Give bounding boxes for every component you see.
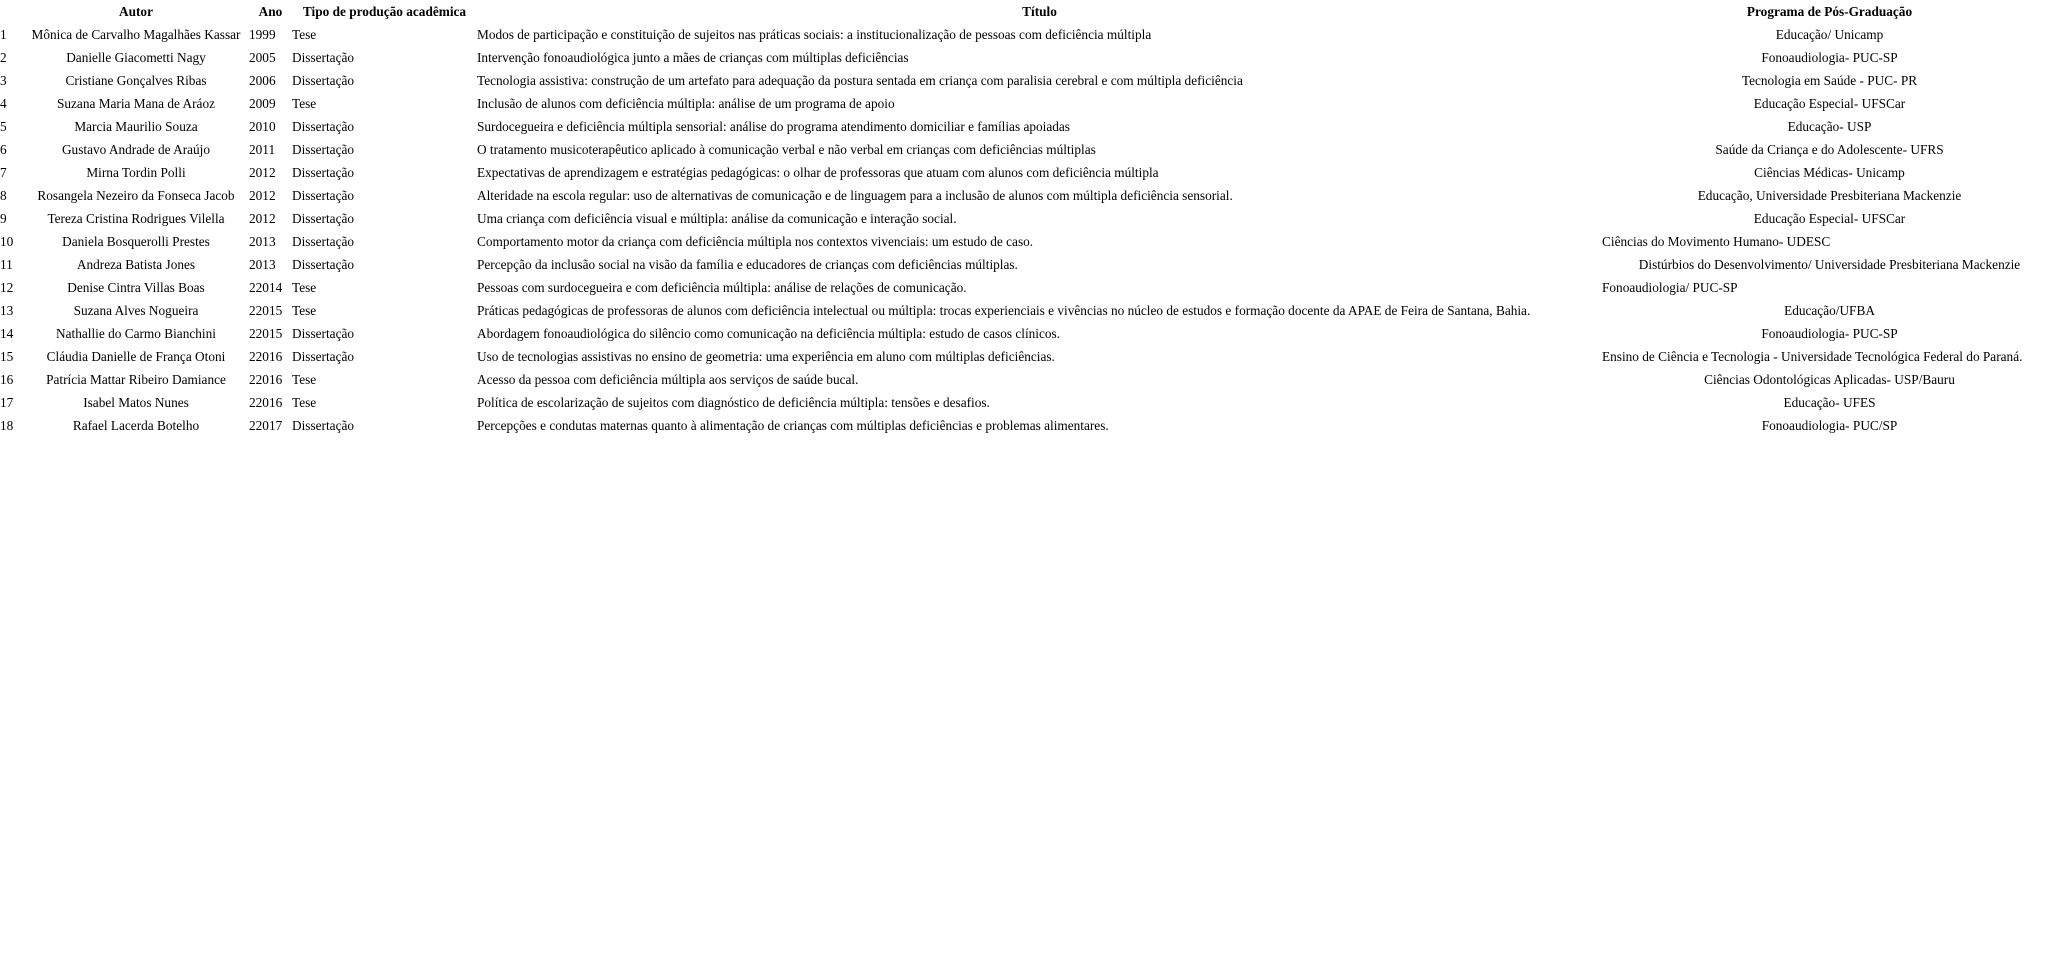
row-title: Abordagem fonoaudiológica do silêncio como comunicação na deficiência múltipla: estudo de casos clínicos. (477, 326, 1061, 341)
header-type: Tipo de produção acadêmica (302, 4, 467, 19)
row-program: Ciências Médicas- Unicamp (1754, 165, 1905, 180)
row-index: 1 (0, 27, 7, 42)
row-author: Daniela Bosquerolli Prestes (62, 234, 210, 249)
row-title: Surdocegueira e deficiência múltipla sensorial: análise do programa atendimento domiciliar e famílias apoiadas (477, 119, 1070, 134)
row-index: 3 (0, 73, 7, 88)
row-type: Dissertação (292, 211, 355, 226)
row-type: Tese (292, 96, 317, 111)
row-program: Ciências Odontológicas Aplicadas- USP/Bauru (1704, 372, 1955, 387)
row-index: 12 (0, 280, 14, 295)
row-year: 22015 (249, 303, 283, 318)
row-program: Educação Especial- UFSCar (1753, 211, 1906, 226)
row-author: Mônica de Carvalho Magalhães Kassar (31, 27, 241, 42)
row-type: Tese (292, 372, 317, 387)
header-program: Programa de Pós-Graduação (1746, 4, 1913, 19)
row-year: 2010 (249, 119, 276, 134)
row-title: Intervenção fonoaudiológica junto a mães de crianças com múltiplas deficiências (477, 50, 909, 65)
row-year: 2012 (249, 188, 276, 203)
row-index: 16 (0, 372, 14, 387)
table-row (0, 345, 2057, 368)
row-year: 22016 (249, 372, 283, 387)
table-row (0, 368, 2057, 391)
table-row (0, 115, 2057, 138)
row-author: Gustavo Andrade de Araújo (61, 142, 211, 157)
table-row (0, 184, 2057, 207)
row-year: 2006 (249, 73, 276, 88)
table-row (0, 230, 2057, 253)
row-title: Percepção da inclusão social na visão da família e educadores de crianças com deficiências múltiplas. (477, 257, 1018, 272)
row-index: 4 (0, 96, 7, 111)
table-row (0, 46, 2057, 69)
table-header-row (0, 0, 2057, 23)
row-year: 22017 (249, 418, 283, 433)
row-title: Comportamento motor da criança com deficiência múltipla nos contextos vivenciais: um estudo de caso. (477, 234, 1034, 249)
row-type: Tese (292, 395, 317, 410)
row-title: Práticas pedagógicas de professoras de alunos com deficiência intelectual ou múltipla: trocas experienciais e vivências no núcleo de estudos e formação docente da APAE de Feira de Santana, Bahia. (477, 303, 1531, 318)
row-program: Distúrbios do Desenvolvimento/ Universidade Presbiteriana Mackenzie (1638, 257, 2021, 272)
row-type: Dissertação (292, 73, 355, 88)
row-year: 2013 (249, 257, 276, 272)
row-program: Fonoaudiologia- PUC/SP (1761, 418, 1898, 433)
row-author: Marcia Maurilio Souza (74, 119, 198, 134)
table-row (0, 414, 2057, 437)
header-title: Título (1022, 4, 1057, 19)
row-index: 5 (0, 119, 7, 134)
row-title: Uso de tecnologias assistivas no ensino de geometria: uma experiência em aluno com múltiplas deficiências. (477, 349, 1055, 364)
row-program: Tecnologia em Saúde - PUC- PR (1741, 73, 1918, 88)
row-year: 2009 (249, 96, 276, 111)
row-title: Alteridade na escola regular: uso de alternativas de comunicação e de linguagem para a inclusão de alunos com múltipla deficiência sensorial. (477, 188, 1233, 203)
row-type: Dissertação (292, 418, 355, 433)
row-index: 8 (0, 188, 7, 203)
row-type: Tese (292, 280, 317, 295)
row-author: Rosangela Nezeiro da Fonseca Jacob (37, 188, 235, 203)
row-year: 22015 (249, 326, 283, 341)
table-row (0, 299, 2057, 322)
row-year: 2005 (249, 50, 276, 65)
table-row (0, 161, 2057, 184)
row-type: Dissertação (292, 257, 355, 272)
row-type: Tese (292, 303, 317, 318)
row-index: 9 (0, 211, 7, 226)
row-program: Fonoaudiologia/ PUC-SP (1602, 280, 1738, 295)
row-type: Dissertação (292, 50, 355, 65)
row-title: Expectativas de aprendizagem e estratégias pedagógicas: o olhar de professoras que atuam com alunos com deficiência múltipla (477, 165, 1159, 180)
table-row (0, 23, 2057, 46)
row-title: Percepções e condutas maternas quanto à alimentação de crianças com múltiplas deficiências e problemas alimentares. (477, 418, 1109, 433)
row-index: 7 (0, 165, 7, 180)
row-year: 22016 (249, 349, 283, 364)
table-row (0, 253, 2057, 276)
row-author: Nathallie do Carmo Bianchini (56, 326, 216, 341)
row-program: Educação- UFES (1783, 395, 1876, 410)
header-year: Ano (258, 4, 283, 19)
row-type: Dissertação (292, 326, 355, 341)
row-year: 2013 (249, 234, 276, 249)
row-year: 1999 (249, 27, 276, 42)
row-index: 18 (0, 418, 14, 433)
row-author: Patrícia Mattar Ribeiro Damiance (46, 372, 226, 387)
row-program: Fonoaudiologia- PUC-SP (1761, 50, 1898, 65)
row-index: 14 (0, 326, 14, 341)
row-index: 11 (0, 257, 13, 272)
table-row (0, 92, 2057, 115)
row-program: Educação/UFBA (1784, 303, 1875, 318)
table-row (0, 207, 2057, 230)
table-row (0, 138, 2057, 161)
row-title: Acesso da pessoa com deficiência múltipla aos serviços de saúde bucal. (477, 372, 859, 387)
row-index: 13 (0, 303, 14, 318)
academic-productions-table (0, 0, 2057, 437)
row-type: Dissertação (292, 234, 355, 249)
row-author: Rafael Lacerda Botelho (72, 418, 200, 433)
row-type: Tese (292, 27, 317, 42)
row-program: Educação- USP (1787, 119, 1872, 134)
row-author: Suzana Alves Nogueira (73, 303, 199, 318)
row-author: Isabel Matos Nunes (83, 395, 189, 410)
row-title: Pessoas com surdocegueira e com deficiência múltipla: análise de relações de comunicação. (477, 280, 967, 295)
row-program: Educação/ Unicamp (1775, 27, 1884, 42)
row-author: Danielle Giacometti Nagy (66, 50, 206, 65)
row-year: 2012 (249, 211, 276, 226)
table-row (0, 276, 2057, 299)
row-year: 22014 (249, 280, 283, 295)
row-index: 2 (0, 50, 7, 65)
table-row (0, 322, 2057, 345)
row-program: Educação, Universidade Presbiteriana Mackenzie (1697, 188, 1962, 203)
row-year: 22016 (249, 395, 283, 410)
row-title: Modos de participação e constituição de sujeitos nas práticas sociais: a institucionalização de pessoas com deficiência múltipla (477, 27, 1152, 42)
row-author: Cláudia Danielle de França Otoni (46, 349, 226, 364)
row-index: 17 (0, 395, 14, 410)
row-index: 15 (0, 349, 14, 364)
header-index (0, 0, 23, 23)
row-program: Fonoaudiologia- PUC-SP (1761, 326, 1898, 341)
row-type: Dissertação (292, 188, 355, 203)
row-year: 2012 (249, 165, 276, 180)
table-row (0, 69, 2057, 92)
row-type: Dissertação (292, 142, 355, 157)
row-program: Ensino de Ciência e Tecnologia - Universidade Tecnológica Federal do Paraná. (1602, 349, 2023, 364)
row-index: 6 (0, 142, 7, 157)
row-author: Suzana Maria Mana de Aráoz (56, 96, 216, 111)
row-author: Denise Cintra Villas Boas (67, 280, 205, 295)
row-title: Tecnologia assistiva: construção de um artefato para adequação da postura sentada em criança com paralisia cerebral e com múltipla deficiência (477, 73, 1243, 88)
row-program: Ciências do Movimento Humano- UDESC (1602, 234, 1831, 249)
row-year: 2011 (249, 142, 276, 157)
row-type: Dissertação (292, 349, 355, 364)
row-author: Mirna Tordin Polli (86, 165, 186, 180)
row-author: Cristiane Gonçalves Ribas (65, 73, 207, 88)
row-title: Política de escolarização de sujeitos com diagnóstico de deficiência múltipla: tensões e desafios. (477, 395, 990, 410)
row-title: Inclusão de alunos com deficiência múltipla: análise de um programa de apoio (477, 96, 895, 111)
row-type: Dissertação (292, 119, 355, 134)
row-author: Andreza Batista Jones (76, 257, 196, 272)
row-index: 10 (0, 234, 14, 249)
table-row (0, 391, 2057, 414)
table-body (0, 23, 2057, 437)
row-title: Uma criança com deficiência visual e múltipla: análise da comunicação e interação social. (477, 211, 957, 226)
row-type: Dissertação (292, 165, 355, 180)
row-title: O tratamento musicoterapêutico aplicado à comunicação verbal e não verbal em crianças com deficiências múltiplas (477, 142, 1096, 157)
row-author: Tereza Cristina Rodrigues Vilella (47, 211, 225, 226)
row-program: Educação Especial- UFSCar (1753, 96, 1906, 111)
row-program: Saúde da Criança e do Adolescente- UFRS (1715, 142, 1944, 157)
header-author: Autor (119, 4, 153, 19)
